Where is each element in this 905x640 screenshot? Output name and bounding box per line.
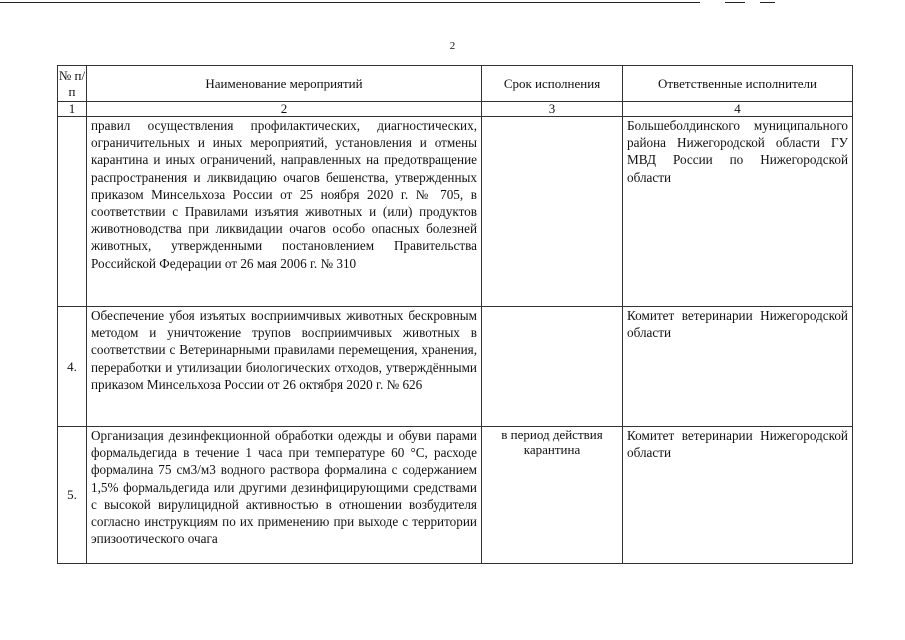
executors-text: Большеболдинского муниципального района Нижегородской области ГУ МВД России по Нижегородской области (623, 117, 853, 307)
header-executors: Ответственные исполнители (623, 66, 853, 102)
measure-text: Организация дезинфекционной обработки одежды и обуви парами формальдегида в течение 1 часа при температуре 60 °C, расходе формалина 75 см3/м3 водного раствора формалина с содержанием 1,5% формальдегида или другими дезинфицирующими средствами с высокой вирулицидной активностью в отношении возбудителя согласно инструкциям по их применению при выходе с территории эпизоотического очага (87, 427, 482, 564)
deadline-text (482, 307, 623, 427)
row-number: 4. (58, 307, 87, 427)
column-index-row (58, 102, 853, 117)
measures-table (57, 65, 853, 564)
scan-artifact-line (725, 2, 745, 3)
table-row (58, 117, 853, 307)
deadline-text (482, 117, 623, 307)
header-measure: Наименование мероприятий (87, 66, 482, 102)
page-number: 2 (449, 40, 456, 52)
header-deadline: Срок исполнения (482, 66, 623, 102)
executors-text: Комитет ветеринарии Нижегородской области (623, 307, 853, 427)
scan-artifact-line (760, 2, 775, 3)
column-index: 1 (58, 102, 87, 117)
executors-text: Комитет ветеринарии Нижегородской области (623, 427, 853, 564)
table-header-row (58, 66, 853, 102)
measure-text: правил осуществления профилактических, диагностических, ограничительных и иных мероприятий, установления и отмены карантина и иных ограничений, направленных на предотвращение распространения и ликвидацию очагов бешенства, утвержденных приказом Минсельхоза России от 25 ноября 2020 г. № 705, в соответствии с Правилами изъятия животных и (или) продуктов животноводства при ликвидации очагов особо опасных болезней животных, утвержденными постановлением Правительства Российской Федерации от 26 мая 2006 г. № 310 (87, 117, 482, 307)
measure-text: Обеспечение убоя изъятых восприимчивых животных бескровным методом и уничтожение трупов восприимчивых животных в соответствии с Ветеринарными правилами перемещения, хранения, переработки и утилизации биологических отходов, утверждёнными приказом Минсельхоза России от 26 октября 2020 г. № 626 (87, 307, 482, 427)
header-number: № п/п (58, 66, 87, 102)
column-index: 2 (87, 102, 482, 117)
table-row (58, 427, 853, 564)
deadline-text: в период действия карантина (482, 427, 623, 564)
row-number: 5. (58, 427, 87, 564)
table-row (58, 307, 853, 427)
column-index: 3 (482, 102, 623, 117)
scan-artifact-line (0, 2, 700, 3)
column-index: 4 (623, 102, 853, 117)
row-number (58, 117, 87, 307)
